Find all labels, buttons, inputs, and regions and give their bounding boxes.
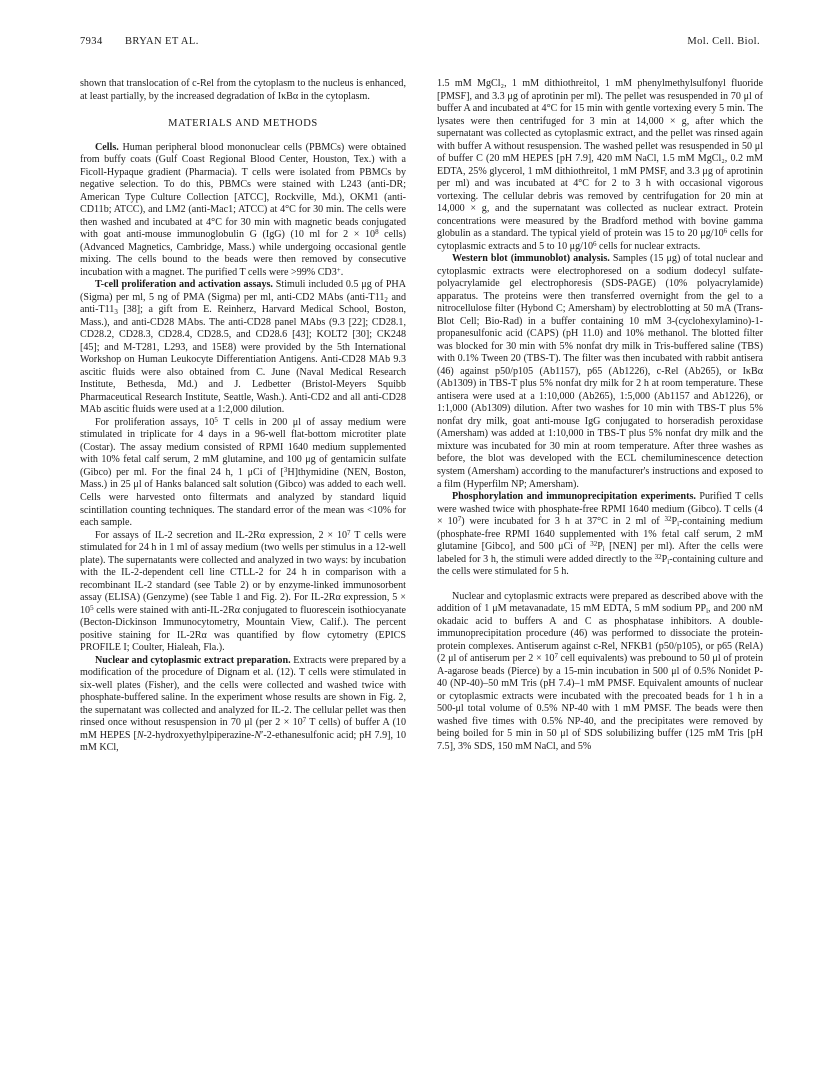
extract-continued-paragraph: 1.5 mM MgCl₂, 1 mM dithiothreitol, 1 mM phenylmethylsulfonyl fluoride [PMSF], and 3.3 μg of aprotinin per ml). The pellet was resuspended in 70 μl of buffer A and incubated at 4°C for 15 min with gentle vortexing every 5 min. The lysates were then centrifuged for 3 min at 14,000 × g, after which the supernatant was collected as cytoplasmic extract, and the pellet was rinsed again with buffer A without resuspension. The washed pellet was resuspended in 50 μl of buffer C (20 mM HEPES [pH 7.9], 420 mM NaCl, 1.5 mM MgCl₂, 0.2 mM EDTA, 25% glycerol, 1 mM dithiothreitol, 1 mM PMSF, and 3.3 μg of aprotinin per ml) and was incubated at 4°C for 2 to 3 h with occasional vigorous vortexing. The cellular debris was removed by centrifugation for 20 min at 14,000 × g, and the supernatant was collected as nuclear extract. Protein concentrations were measured by the Bradford method with bovine gamma globulin as a standard. The typical yield of protein was 15 to 20 $\mu g/10^6$ cells for cytoplasmic extracts and 5 to 10 $\mu g/10^6$ cells for nuclear extracts.: [437, 78, 763, 252]
intro-paragraph: shown that translocation of c-Rel from the cytoplasm to the nucleus is enhanced, at least partially, by the increased degradation of IκBα in the cytoplasm.: [80, 78, 406, 102]
nuclear-extract-paragraph: Nuclear and cytoplasmic extract preparation. Extracts were prepared by a modification of the procedure of Dignam et al. (12). T cells were stimulated in six-well plates (Fisher), and the cells were collected and washed twice with phosphate-buffered saline. In the experiment whose results are shown in Fig. 2, the supernatant was collected and analyzed for IL-2. The cellular pellet was then rinsed once without resuspension in 70 μl (per $2 \times 10^7$ T cells) of buffer A (10 mM HEPES [N-2-hydroxyethylpiperazine-N′-2-ethanesulfonic acid; pH 7.9], 10 mM KCl,: [80, 654, 406, 754]
running-header: [80, 36, 760, 54]
tcell-paragraph: T-cell proliferation and activation assays. Stimuli included 0.5 μg of PHA (Sigma) per ml, 5 ng of PMA (Sigma) per ml, anti-CD2 MAbs ($anti-T11_2$ and anti-$T11_3$ [38]; a gift from E. Reinherz, Harvard Medical School, Boston, Mass.), and anti-CD28 MAbs. The anti-CD28 panel MAbs (9.3 [22]; CD28.1, CD28.2, CD28.3, CD28.4, CD28.5, and CD28.6 [43]; KOLT2 [30]; CK248 [45]; and M-T281, L293, and 15E8) were provided by the 5th International Workshop on Human Leukocyte Differentiation Antigens. Anti-CD28 MAb 9.3 ascitic fluids were also obtained from C. June (Naval Medical Research Institute, Bethesda, Md.) and J. Ledbetter (Bristol-Meyers Squibb Pharmaceutical Research Institute, Seattle, Wash.). Anti-CD2 and all anti-CD28 MAb ascitic fluids were used at a 1:2,000 dilution.: [80, 279, 406, 416]
phosphorylation-heading: Phosphorylation and immunoprecipitation experiments.: [452, 491, 696, 503]
left-column: [80, 78, 406, 755]
western-blot-paragraph: Western blot (immunoblot) analysis. Samples (15 μg) of total nuclear and cytoplasmic extracts were electrophoresed on a sodium dodecyl sulfate-polyacrylamide gel electrophoresis (SDS-PAGE) (10% polyacrylamide) apparatus. The proteins were then transferred overnight from the gel to a nitrocellulose filter (Hybond C; Amersham) by electroblotting at 50 mA (Trans-Blot Cell; Bio-Rad) in a buffer containing 10 mM 3-(cyclohexylamino)-1-propanesulfonic acid (CAPS) (pH 11.0) and 10% methanol. The blotted filter was blocked for 30 min with 5% nonfat dry milk in Tris-buffered saline (TBS) with 0.1% Tween 20 (TBS-T). The filter was then incubated with rabbit antisera (46) against p50/p105 (Ab1157), p65 (Ab1226), c-Rel (Ab265), or IκBα (Ab1309) in TBS-T plus 5% nonfat dry milk for 2 h at room temperature. These antisera were used at a 1:10,000 (Ab265), 1:5,000 (Ab1157 and Ab1226), or 1:1,000 (Ab1309) dilution. After two washes for 10 min with TBS-T plus 5% nonfat dry milk, goat anti-mouse IgG conjugated to horseradish peroxidase (Amersham) was added at 1:10,000 in TBS-T plus 5% nonfat dry milk and the mixture was incubated for 30 min at room temperature. After three washes as before, the blot was developed with the ECL chemiluminescence detection system (Amersham) according to the manufacturer's instructions and exposed to a film (Hyperfilm NP; Amersham).: [437, 253, 763, 490]
il2-paragraph: For assays of IL-2 secretion and IL-2Rα expression, $2 \times 10^7$ T cells were stimulated for 24 h in 1 ml of assay medium (two wells per stimulus in a 12-well plate). The supernatants were collected and analyzed in two ways: by incubation with the IL-2-dependent cell line CTLL-2 for 24 h in comparison with a recombinant IL-2 standard (see Table 2) or by enzyme-linked immunosorbent assay (ELISA) (Genzyme) (see Table 1 and Fig. 2). For IL-2Rα expression, $5 \times 10^5$ cells were stained with anti-IL-2Rα conjugated to fluorescein isothiocyanate (Becton-Dickinson Immunocytometry, Mountain View, Calif.). The percent positive staining for IL-2Rα was quantified by flow cytometry (EPICS PROFILE I; Coulter, Hialeah, Fla.).: [80, 528, 406, 654]
page-number: 7934: [80, 36, 103, 47]
western-blot-heading: Western blot (immunoblot) analysis.: [452, 253, 610, 265]
running-authors: BRYAN ET AL.: [125, 36, 199, 47]
section-title: MATERIALS AND METHODS: [168, 118, 318, 130]
proliferation-paragraph: For proliferation assays, $10^5$ T cells in 200 μl of assay medium were stimulated in triplicate for 4 days in a 96-well flat-bottom microtiter plate (Costar). The assay medium consisted of RPMI 1640 medium supplemented with 10% fetal calf serum, 2 mM glutamine, and 100 μg of gentamicin sulfate (Gibco) per ml. For the final 24 h, 1 μCi of [$^3$H]thymidine (NEN, Boston, Mass.) in 25 μl of Hanks balanced salt solution (Gibco) was added to each well. Cells were harvested onto filtermats and analyzed by standard liquid scintillation counting techniques. The standard error of the mean was <10% for each sample.: [80, 415, 407, 529]
nuclear-extract-heading: Nuclear and cytoplasmic extract preparation.: [95, 654, 291, 666]
immunoprecipitation-paragraph: Nuclear and cytoplasmic extracts were prepared as described above with the addition of 1 μM metavanadate, 15 mM EDTA, 5 mM sodium $PP_i$, and 200 nM okadaic acid to buffers A and C as phosphatase inhibitors. A double-immunoprecipitation procedure (46) was performed to dissociate the protein-protein complexes. Antiserum against c-Rel, NFKB1 (p50/p105), or p65 (RelA) (2 μl of antiserum per $2 \times 10^7$ cell equivalents) was prebound to 50 μl of protein A-agarose beads (Pierce) by a 15-min incubation in 500 μl of 0.5% Nonidet P-40 (NP-40)–50 mM Tris (pH 7.4)–1 mM PMSF. Equivalent amounts of nuclear or cytoplasmic extracts were incubated with the precoated beads for 1 h in a 500-μl total volume of 0.5% NP-40 with 1 mM PMSF. The beads were then washed five times with 0.5% NP-40, and the precipitates were removed by being boiled for 5 min in 50 μl of SDS solubilizing buffer (125 mM Tris [pH 7.5], 3% SDS, 150 mM NaCl, and 5%: [437, 590, 763, 752]
cells-heading: Cells.: [95, 141, 119, 153]
tcell-heading: T-cell proliferation and activation assays.: [95, 279, 273, 291]
right-column: [437, 78, 763, 753]
journal-name: Mol. Cell. Biol.: [687, 36, 760, 47]
cells-paragraph: Cells. Human peripheral blood mononuclear cells (PBMCs) were obtained from buffy coats (Gulf Coast Regional Blood Center, Houston, Tex.) with a Ficoll-Hypaque gradient (Pharmacia). T cells were isolated from PBMCs by negative selection. To do this, PBMCs were stained with L243 (anti-DR; American Type Culture Collection [ATCC], Rockville, Md.), OKM1 (anti-CD11b; ATCC), and LM2 (anti-Mac1; ATCC) at 4°C for 30 min. The cells were then washed and incubated at 4°C for 30 min with magnetic beads conjugated with goat anti-mouse immunoglobulin G (IgG) (10 ml for $2 \times 10^8$ cells) (Advanced Magnetics, Cambridge, Mass.) while undergoing occasional gentle mixing. The cells bound to the beads were then removed by consecutive incubation with a magnet. The purified T cells were >99% CD3+.: [80, 141, 406, 278]
phosphorylation-paragraph: Phosphorylation and immunoprecipitation experiments. Purified T cells were washed twice with phosphate-free RPMI 1640 medium (Gibco). T cells $(4 \times 10^7)$ were incubated for 3 h at 37°C in 2 ml of $^{32}P_i$-containing medium (phosphate-free RPMI 1640 supplemented with 1% fetal calf serum, 2 mM glutamine [Gibco], and 500 μCi of $^{32}P_i$ [NEN] per ml). After the cells were labeled for 3 h, the stimuli were added directly to the $^{32}P_i$-containing culture and the cells were stimulated for 5 h.: [437, 491, 763, 578]
